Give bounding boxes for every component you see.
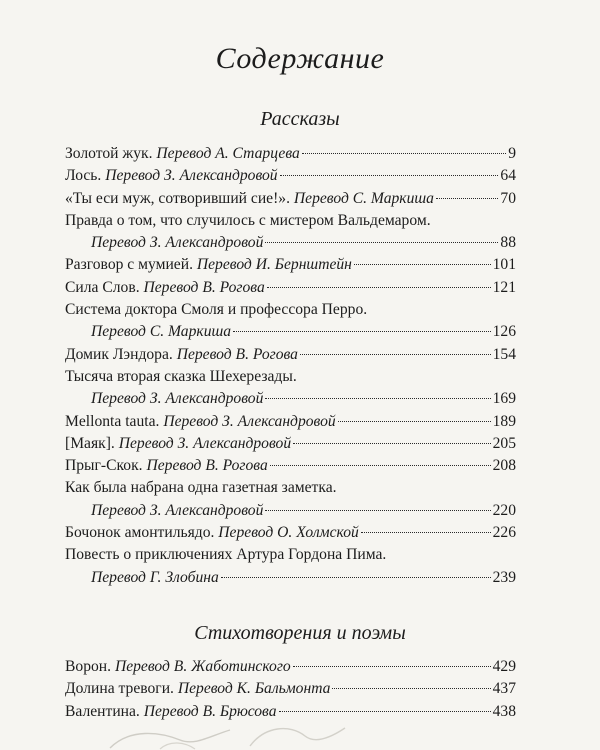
- dot-leader: [354, 264, 491, 265]
- entry-title: Mellonta tauta.: [65, 412, 160, 430]
- entry-title: Сила Слов.: [65, 278, 140, 296]
- entry-title: Валентина.: [65, 702, 140, 720]
- entry-title: Правда о том, что случилось с мистером Вальдемаром.: [65, 211, 431, 229]
- entry-translator: Перевод З. Александровой: [105, 167, 278, 185]
- entry-translator: Перевод З. Александровой: [118, 434, 292, 452]
- entry-translator: Перевод О. Холмской: [218, 524, 359, 542]
- entry-page: 438: [492, 702, 516, 720]
- dot-leader: [265, 510, 490, 511]
- toc-entry-translator-line: [65, 500, 516, 522]
- dot-leader: [332, 688, 490, 689]
- entry-title: Долина тревоги.: [65, 680, 174, 698]
- entry-translator: Перевод З. Александровой: [163, 412, 336, 430]
- entry-page: 121: [492, 278, 516, 296]
- entry-page: 437: [492, 680, 516, 698]
- entry-translator: Перевод И. Бернштейн: [196, 256, 352, 274]
- toc-entry: [65, 678, 516, 700]
- toc-entry: [65, 411, 516, 433]
- toc-list-stories: [65, 143, 516, 589]
- entry-page: 64: [500, 167, 516, 185]
- toc-entry-translator-line: [65, 232, 516, 254]
- entry-page: 220: [492, 501, 516, 519]
- dot-leader: [436, 198, 498, 199]
- faint-stroke: [250, 728, 345, 746]
- entry-translator: Перевод З. Александровой: [91, 501, 264, 519]
- toc-entry: [65, 277, 516, 299]
- entry-title: «Ты еси муж, сотворивший сие!».: [65, 189, 290, 207]
- entry-page: 154: [492, 345, 516, 363]
- dot-leader: [265, 242, 498, 243]
- entry-title: Золотой жук.: [65, 145, 153, 162]
- toc-entry: [65, 455, 516, 477]
- toc-entry: [65, 433, 516, 455]
- toc-entry: [65, 344, 516, 366]
- dot-leader: [361, 532, 491, 533]
- entry-title: Ворон.: [65, 658, 112, 675]
- entry-title: Система доктора Смоля и профессора Перро.: [65, 301, 368, 319]
- entry-page: 239: [492, 568, 516, 586]
- dot-leader: [300, 354, 491, 355]
- toc-entry: [65, 522, 516, 544]
- entry-title: Прыг-Скок.: [65, 457, 143, 475]
- entry-translator: Перевод В. Брюсова: [143, 702, 277, 720]
- dot-leader: [302, 153, 506, 154]
- entry-translator: Перевод Г. Злобина: [91, 568, 219, 586]
- dot-leader: [265, 398, 490, 399]
- dot-leader: [293, 666, 491, 667]
- entry-page: 70: [500, 189, 516, 207]
- toc-entry-title-line: [65, 477, 516, 499]
- faint-stroke: [110, 730, 230, 748]
- toc-entry-title-line: [65, 544, 516, 566]
- toc-entry-title-line: [65, 366, 516, 388]
- entry-page: 126: [492, 323, 516, 341]
- entry-title: Бочонок амонтильядо.: [65, 524, 215, 542]
- entry-title: Домик Лэндора.: [65, 345, 173, 363]
- entry-translator: Перевод В. Рогова: [176, 345, 298, 363]
- dot-leader: [293, 443, 490, 444]
- entry-page: 9: [508, 145, 516, 162]
- dot-leader: [267, 287, 491, 288]
- entry-title: Как была набрана одна газетная заметка.: [65, 479, 337, 497]
- entry-page: 88: [500, 234, 516, 252]
- entry-title: [Маяк].: [65, 434, 115, 452]
- entry-title: Лось.: [65, 167, 102, 185]
- toc-entry: [65, 143, 516, 165]
- entry-page: 101: [492, 256, 516, 274]
- section-heading-stories: Рассказы: [260, 108, 340, 130]
- entry-translator: Перевод С. Маркиша: [91, 323, 232, 341]
- entry-page: 429: [492, 658, 516, 675]
- toc-list-poems: [65, 656, 516, 723]
- entry-translator: Перевод В. Жаботинского: [114, 658, 291, 675]
- dot-leader: [221, 577, 491, 578]
- page-title: Содержание: [215, 42, 385, 75]
- entry-translator: Перевод В. Рогова: [146, 457, 268, 475]
- entry-page: 189: [492, 412, 516, 430]
- entry-page: 226: [492, 524, 516, 542]
- entry-translator: Перевод З. Александровой: [91, 390, 264, 408]
- dot-leader: [270, 465, 491, 466]
- entry-title: Разговор с мумией.: [65, 256, 193, 274]
- entry-translator: Перевод С. Маркиша: [293, 189, 434, 207]
- faint-stroke: [160, 743, 195, 749]
- entry-page: 205: [492, 434, 516, 452]
- section-heading-poems: Стихотворения и поэмы: [194, 622, 406, 644]
- dot-leader: [338, 421, 491, 422]
- toc-entry-translator-line: [65, 388, 516, 410]
- entry-page: 169: [492, 390, 516, 408]
- bleed-through-illustration: [100, 718, 360, 750]
- entry-title: Тысяча вторая сказка Шехерезады.: [65, 367, 297, 385]
- entry-translator: Перевод А. Старцева: [156, 145, 300, 162]
- toc-entry: [65, 254, 516, 276]
- toc-entry-translator-line: [65, 321, 516, 343]
- toc-entry-title-line: [65, 210, 516, 232]
- dot-leader: [233, 331, 491, 332]
- dot-leader: [280, 175, 499, 176]
- entry-page: 208: [492, 457, 516, 475]
- entry-translator: Перевод З. Александровой: [91, 234, 264, 252]
- toc-entry-translator-line: [65, 567, 516, 589]
- entry-translator: Перевод К. Бальмонта: [177, 680, 331, 698]
- toc-entry: [65, 165, 516, 187]
- toc-entry: [65, 188, 516, 210]
- dot-leader: [279, 711, 491, 712]
- toc-entry-title-line: [65, 299, 516, 321]
- entry-translator: Перевод В. Рогова: [143, 278, 265, 296]
- toc-entry: [65, 656, 516, 678]
- entry-title: Повесть о приключениях Артура Гордона Пима.: [65, 546, 387, 564]
